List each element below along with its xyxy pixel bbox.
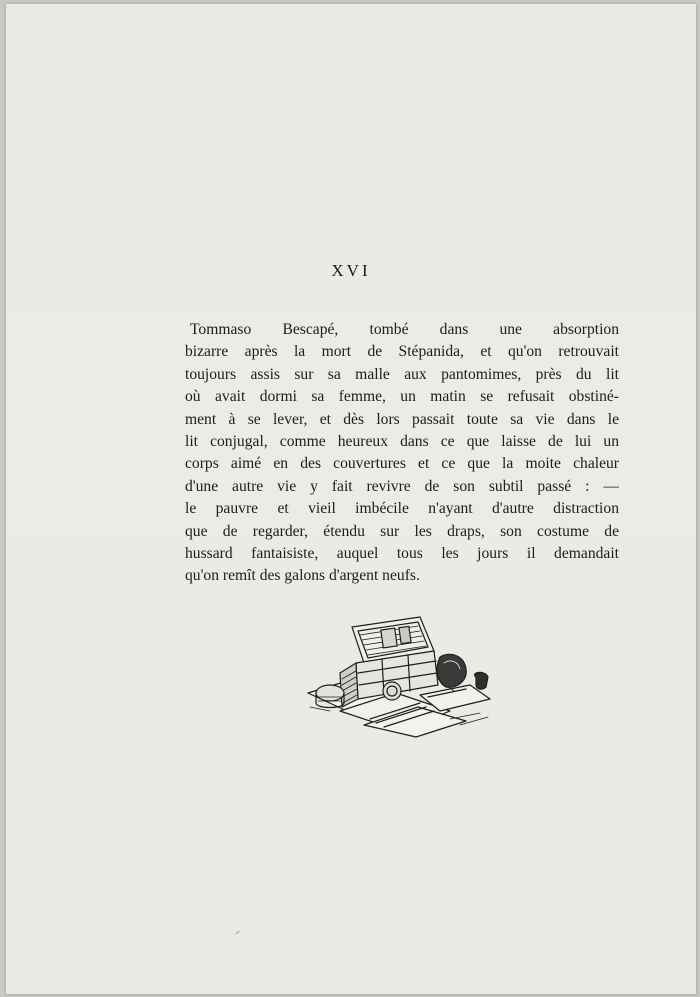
paragraph-line: lit conjugal, comme heureux dans ce que laisse de lui un: [185, 433, 619, 451]
chapter-heading: XVI: [331, 261, 371, 280]
paragraph-line: que de regarder, étendu sur les draps, son costume de: [185, 522, 619, 540]
paragraph-line: corps aimé en des couvertures et ce que la moite chaleur: [185, 455, 619, 473]
paragraph-line: ment à se lever, et dès lors passait toute sa vie dans le: [185, 410, 619, 428]
open-trunk-vignette-icon: [300, 607, 496, 739]
chapter-paragraph: [185, 319, 619, 588]
paragraph-line: Tommaso Bescapé, tombé dans une absorption: [190, 321, 619, 338]
paragraph-line: toujours assis sur sa malle aux pantomimes, près du lit: [185, 365, 619, 383]
paragraph-line: qu'on remît des galons d'argent neufs.: [185, 567, 420, 585]
paragraph-line: où avait dormi sa femme, un matin se refusait obstiné-: [185, 388, 619, 406]
paragraph-line: hussard fantaisiste, auquel tous les jours il demandait: [185, 545, 619, 563]
paragraph-line: d'une autre vie y fait revivre de son subtil passé : —: [185, 477, 619, 495]
book-page: [6, 4, 696, 994]
paragraph-line: le pauvre et vieil imbécile n'ayant d'autre distraction: [185, 500, 619, 518]
paragraph-line: bizarre après la mort de Stépanida, et qu'on retrouvait: [185, 343, 619, 361]
paper-mark: [235, 931, 239, 935]
